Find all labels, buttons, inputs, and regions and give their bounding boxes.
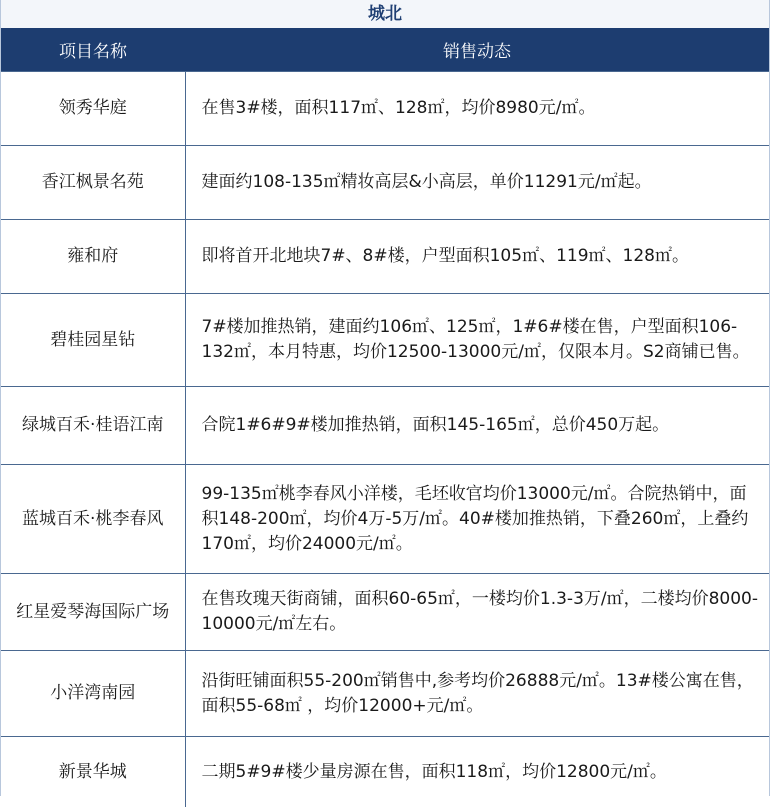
table-row [1,651,769,737]
project-name-cell: 碧桂园星钻 [1,294,185,387]
project-name-cell: 领秀华庭 [1,72,185,146]
project-name-cell: 蓝城百禾·桃李春风 [1,465,185,574]
table-row [1,387,769,465]
sales-status-cell: 99-135㎡桃李春风小洋楼，毛坯收官均价13000元/㎡。合院热销中，面积148-200㎡，均价4万-5万/㎡。40#楼加推热销，下叠260㎡，上叠约170㎡，均价24000元/㎡。 [185,465,769,574]
section-title: 城北 [1,0,769,28]
sales-status-cell: 沿街旺铺面积55-200㎡销售中,参考均价26888元/㎡。13#楼公寓在售，面积55-68㎡ ，均价12000+元/㎡。 [185,651,769,737]
sales-status-cell: 7#楼加推热销，建面约106㎡、125㎡，1#6#楼在售，户型面积106-132㎡，本月特惠，均价12500-13000元/㎡，仅限本月。S2商铺已售。 [185,294,769,387]
table-row [1,146,769,220]
sales-status-cell: 在售玫瑰天街商铺，面积60-65㎡，一楼均价1.3-3万/㎡，二楼均价8000-10000元/㎡左右。 [185,574,769,651]
table-row [1,294,769,387]
project-name-cell: 小洋湾南园 [1,651,185,737]
project-name-cell: 新景华城 [1,737,185,807]
table-header-row [1,28,769,72]
table-row [1,465,769,574]
project-name-cell: 香江枫景名苑 [1,146,185,220]
project-name-cell: 雍和府 [1,220,185,294]
project-name-cell: 红星爱琴海国际广场 [1,574,185,651]
header-sales-status: 销售动态 [185,28,769,72]
sales-status-cell: 建面约108-135㎡精妆高层&小高层，单价11291元/㎡起。 [185,146,769,220]
sales-status-cell: 合院1#6#9#楼加推热销，面积145-165㎡，总价450万起。 [185,387,769,465]
header-project-name: 项目名称 [1,28,185,72]
sales-status-cell: 在售3#楼，面积117㎡、128㎡，均价8980元/㎡。 [185,72,769,146]
table-row [1,72,769,146]
table-row [1,574,769,651]
sales-status-cell: 即将首开北地块7#、8#楼，户型面积105㎡、119㎡、128㎡。 [185,220,769,294]
project-name-cell: 绿城百禾·桂语江南 [1,387,185,465]
sales-table [1,28,769,807]
table-row [1,220,769,294]
sales-status-cell: 二期5#9#楼少量房源在售，面积118㎡，均价12800元/㎡。 [185,737,769,807]
table-row [1,737,769,807]
